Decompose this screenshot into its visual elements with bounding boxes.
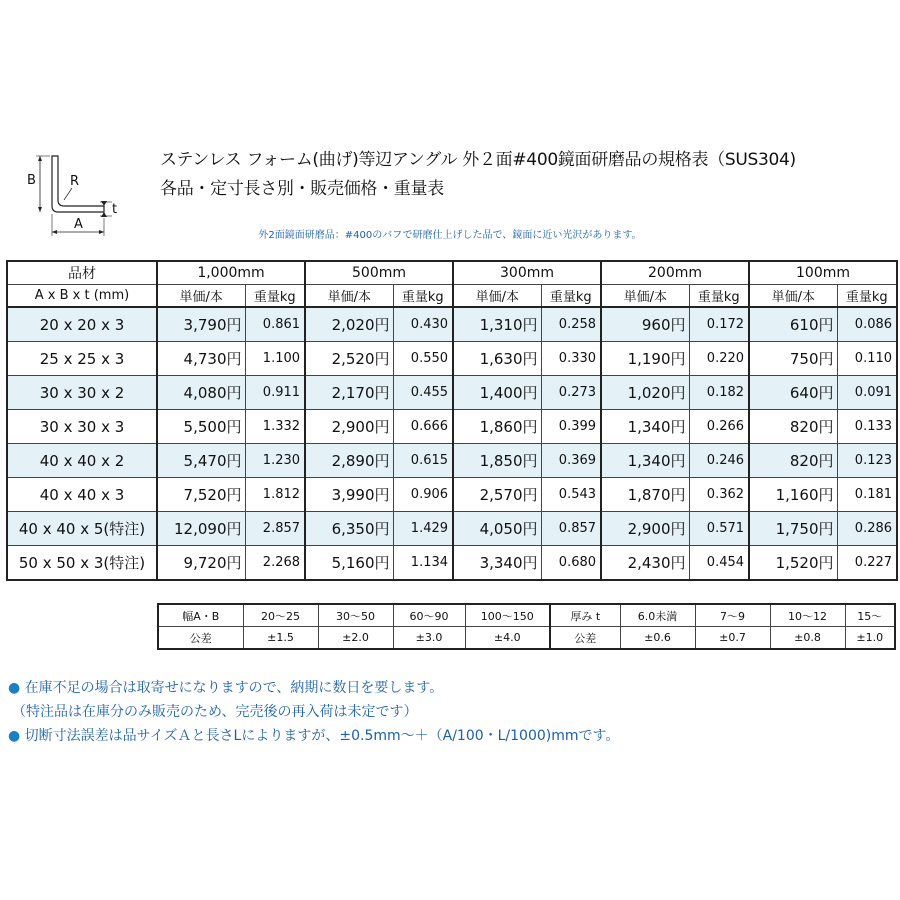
weight-cell: 1.332 (245, 410, 305, 444)
weight-column-header: 重量kg (837, 285, 897, 308)
weight-cell: 0.110 (837, 342, 897, 376)
note-cut-tolerance (8, 724, 619, 748)
note-cut-tolerance-text: 切断寸法誤差は品サイズＡと長さLによりますが、±0.5mm〜＋（A/100・L/1000)mmです。 (24, 728, 620, 744)
price-cell: 2,890円 (305, 444, 393, 478)
thickness-tolerance: ±0.6 (620, 627, 695, 650)
weight-cell: 0.454 (689, 546, 749, 581)
weight-cell: 0.123 (837, 444, 897, 478)
spec-cell: 40 x 40 x 3 (7, 478, 157, 512)
weight-cell: 0.362 (689, 478, 749, 512)
tolerance-row-ranges (158, 604, 895, 627)
bullet-icon: ● (8, 728, 21, 744)
tolerance-label: 公差 (158, 627, 243, 650)
title-line-1: ステンレス フォーム(曲げ)等辺アングル 外２面#400鏡面研磨品の規格表（SUS304) (160, 150, 796, 170)
price-cell: 1,870円 (601, 478, 689, 512)
length-header: 100mm (749, 261, 897, 285)
price-cell: 12,090円 (157, 512, 245, 546)
diagram-label-a: A (74, 217, 83, 232)
spec-subheader: A x B x t (mm) (7, 285, 157, 308)
thickness-range: 6.0未満 (620, 604, 695, 627)
price-cell: 820円 (749, 410, 837, 444)
weight-cell: 1.429 (393, 512, 453, 546)
spec-cell: 25 x 25 x 3 (7, 342, 157, 376)
weight-column-header: 重量kg (245, 285, 305, 308)
weight-cell: 0.543 (541, 478, 601, 512)
weight-cell: 0.273 (541, 376, 601, 410)
price-cell: 1,750円 (749, 512, 837, 546)
price-column-header: 単価/本 (453, 285, 541, 308)
note-stock-text: 在庫不足の場合は取寄せになりますので、納期に数日を要します。 (24, 680, 444, 696)
price-cell: 2,430円 (601, 546, 689, 581)
table-row (7, 307, 897, 342)
weight-cell: 0.182 (689, 376, 749, 410)
weight-cell: 0.550 (393, 342, 453, 376)
thickness-tolerance: ±1.0 (845, 627, 895, 650)
weight-cell: 0.906 (393, 478, 453, 512)
weight-cell: 0.086 (837, 307, 897, 342)
width-tolerance: ±1.5 (243, 627, 318, 650)
spec-header: 品材 (7, 261, 157, 285)
tolerance-row-values (158, 627, 895, 650)
angle-diagram (20, 148, 130, 238)
price-cell: 1,520円 (749, 546, 837, 581)
weight-cell: 2.857 (245, 512, 305, 546)
width-range: 30〜50 (318, 604, 393, 627)
thickness-tolerance: ±0.8 (770, 627, 845, 650)
header-row-columns (7, 285, 897, 308)
price-column-header: 単価/本 (601, 285, 689, 308)
price-cell: 2,020円 (305, 307, 393, 342)
price-cell: 1,850円 (453, 444, 541, 478)
price-cell: 3,990円 (305, 478, 393, 512)
weight-cell: 1.134 (393, 546, 453, 581)
polish-note: 外2面鏡面研磨品：#400のバフで研磨仕上げした品で、鏡面に近い光沢があります。 (258, 230, 642, 241)
diagram-label-b: B (27, 173, 36, 188)
width-tolerance: ±2.0 (318, 627, 393, 650)
table-row (7, 410, 897, 444)
table-row (7, 512, 897, 546)
price-table (6, 260, 898, 581)
weight-cell: 0.857 (541, 512, 601, 546)
page-title (160, 146, 796, 204)
notes-section (8, 676, 619, 748)
header-row-lengths (7, 261, 897, 285)
price-cell: 960円 (601, 307, 689, 342)
weight-cell: 0.861 (245, 307, 305, 342)
weight-cell: 0.258 (541, 307, 601, 342)
width-range: 100〜150 (465, 604, 550, 627)
weight-cell: 0.911 (245, 376, 305, 410)
price-cell: 2,170円 (305, 376, 393, 410)
price-cell: 7,520円 (157, 478, 245, 512)
weight-cell: 0.430 (393, 307, 453, 342)
spec-cell: 40 x 40 x 5(特注) (7, 512, 157, 546)
price-cell: 3,790円 (157, 307, 245, 342)
price-cell: 610円 (749, 307, 837, 342)
weight-cell: 0.220 (689, 342, 749, 376)
note-special-order: （特注品は在庫分のみ販売のため、完売後の再入荷は未定です） (12, 704, 418, 720)
length-header: 500mm (305, 261, 453, 285)
weight-cell: 2.268 (245, 546, 305, 581)
weight-cell: 0.571 (689, 512, 749, 546)
price-cell: 640円 (749, 376, 837, 410)
note-stock (8, 676, 619, 700)
table-row (7, 478, 897, 512)
price-cell: 2,570円 (453, 478, 541, 512)
price-cell: 6,350円 (305, 512, 393, 546)
price-cell: 1,020円 (601, 376, 689, 410)
spec-cell: 50 x 50 x 3(特注) (7, 546, 157, 581)
thickness-range: 10〜12 (770, 604, 845, 627)
weight-cell: 0.266 (689, 410, 749, 444)
weight-cell: 0.455 (393, 376, 453, 410)
width-label: 幅A・B (158, 604, 243, 627)
spec-cell: 30 x 30 x 2 (7, 376, 157, 410)
weight-cell: 0.181 (837, 478, 897, 512)
width-tolerance: ±4.0 (465, 627, 550, 650)
spec-cell: 30 x 30 x 3 (7, 410, 157, 444)
weight-cell: 0.246 (689, 444, 749, 478)
table-row (7, 342, 897, 376)
price-cell: 3,340円 (453, 546, 541, 581)
weight-cell: 0.369 (541, 444, 601, 478)
price-cell: 1,190円 (601, 342, 689, 376)
weight-cell: 1.812 (245, 478, 305, 512)
weight-cell: 0.615 (393, 444, 453, 478)
price-cell: 820円 (749, 444, 837, 478)
length-header: 1,000mm (157, 261, 305, 285)
price-column-header: 単価/本 (157, 285, 245, 308)
tolerance-label: 公差 (550, 627, 620, 650)
table-row (7, 444, 897, 478)
weight-cell: 0.133 (837, 410, 897, 444)
thickness-range: 15〜 (845, 604, 895, 627)
price-cell: 4,730円 (157, 342, 245, 376)
price-cell: 1,630円 (453, 342, 541, 376)
width-range: 20〜25 (243, 604, 318, 627)
weight-column-header: 重量kg (393, 285, 453, 308)
price-cell: 1,340円 (601, 444, 689, 478)
price-cell: 1,160円 (749, 478, 837, 512)
thickness-label: 厚み t (550, 604, 620, 627)
spec-cell: 40 x 40 x 2 (7, 444, 157, 478)
weight-cell: 0.330 (541, 342, 601, 376)
bullet-icon: ● (8, 680, 21, 696)
price-cell: 750円 (749, 342, 837, 376)
diagram-label-r: R (70, 174, 80, 189)
price-cell: 5,160円 (305, 546, 393, 581)
weight-cell: 0.680 (541, 546, 601, 581)
price-cell: 9,720円 (157, 546, 245, 581)
weight-column-header: 重量kg (689, 285, 749, 308)
price-cell: 4,080円 (157, 376, 245, 410)
weight-cell: 0.666 (393, 410, 453, 444)
price-cell: 1,310円 (453, 307, 541, 342)
length-header: 300mm (453, 261, 601, 285)
price-cell: 2,900円 (601, 512, 689, 546)
weight-cell: 1.100 (245, 342, 305, 376)
price-cell: 1,400円 (453, 376, 541, 410)
price-cell: 5,470円 (157, 444, 245, 478)
weight-cell: 0.399 (541, 410, 601, 444)
thickness-tolerance: ±0.7 (695, 627, 770, 650)
table-row (7, 546, 897, 581)
weight-cell: 0.286 (837, 512, 897, 546)
weight-cell: 0.172 (689, 307, 749, 342)
thickness-range: 7〜9 (695, 604, 770, 627)
length-header: 200mm (601, 261, 749, 285)
weight-cell: 0.227 (837, 546, 897, 581)
price-cell: 1,340円 (601, 410, 689, 444)
price-column-header: 単価/本 (749, 285, 837, 308)
spec-cell: 20 x 20 x 3 (7, 307, 157, 342)
weight-cell: 0.091 (837, 376, 897, 410)
table-row (7, 376, 897, 410)
diagram-label-t: t (112, 202, 118, 217)
price-cell: 4,050円 (453, 512, 541, 546)
width-tolerance: ±3.0 (393, 627, 465, 650)
tolerance-table (157, 603, 896, 650)
price-cell: 5,500円 (157, 410, 245, 444)
price-cell: 1,860円 (453, 410, 541, 444)
weight-column-header: 重量kg (541, 285, 601, 308)
price-column-header: 単価/本 (305, 285, 393, 308)
price-cell: 2,900円 (305, 410, 393, 444)
price-cell: 2,520円 (305, 342, 393, 376)
title-line-2: 各品・定寸長さ別・販売価格・重量表 (160, 179, 444, 199)
width-range: 60〜90 (393, 604, 465, 627)
weight-cell: 1.230 (245, 444, 305, 478)
